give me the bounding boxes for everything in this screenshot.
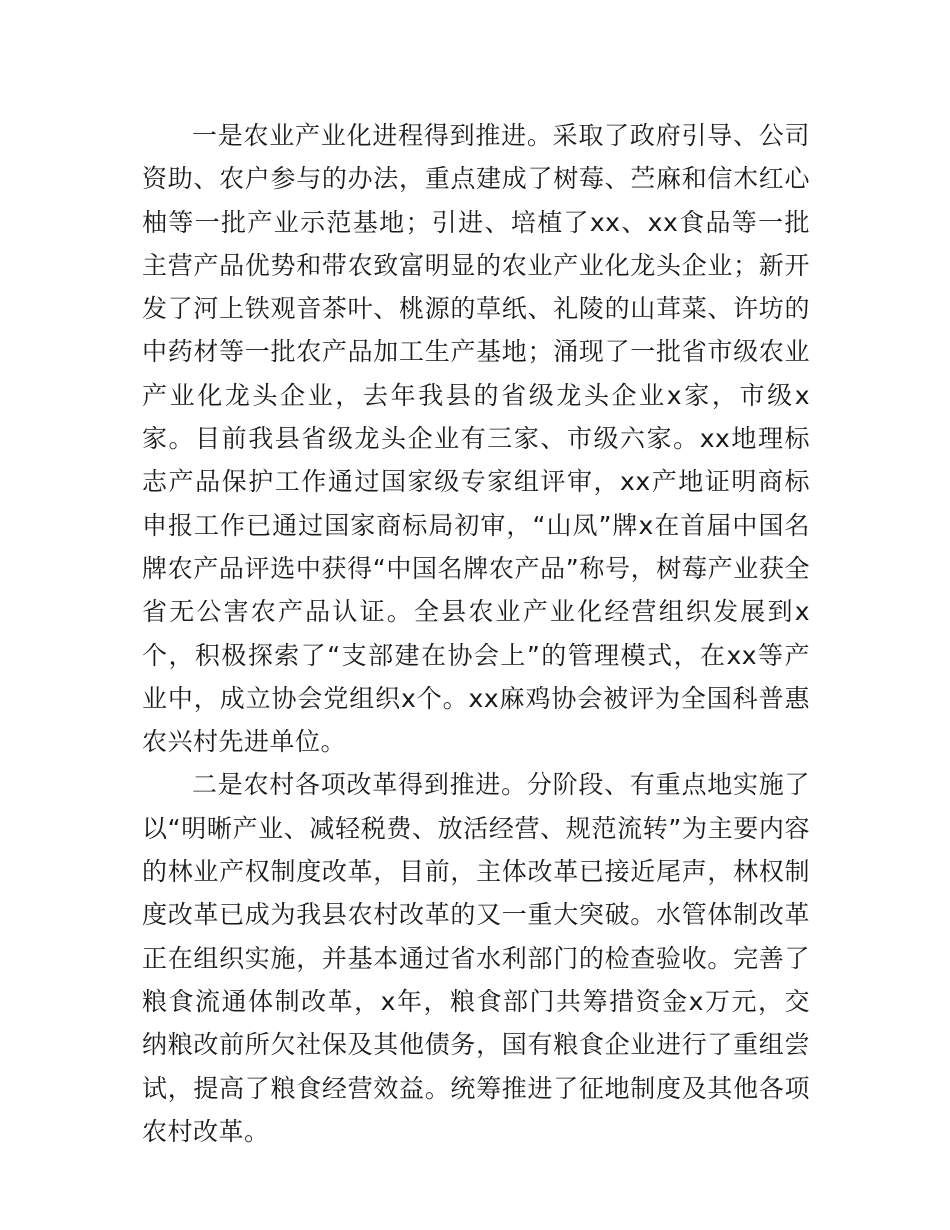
paragraph-agricultural-industrialization: 一是农业产业化进程得到推进。采取了政府引导、公司资助、农户参与的办法，重点建成了树莓、苎麻和信木红心柚等一批产业示范基地；引进、培植了xx、xx食品等一批主营产品优势和带农致富明显的农业产业化龙头企业；新开发了河上铁观音茶叶、桃源的草纸、礼陵的山茸菜、许坊的中药材等一批农产品加工生产基地；涌现了一批省市级农业产业化龙头企业，去年我县的省级龙头企业x家，市级x家。目前我县省级龙头企业有三家、市级六家。xx地理标志产品保护工作通过国家级专家组评审，xx产地证明商标申报工作已通过国家商标局初审，“山凤”牌x在首届中国名牌农产品评选中获得“中国名牌农产品”称号，树莓产业获全省无公害农产品认证。全县农业产业化经营组织发展到x个，积极探索了“支部建在协会上”的管理模式，在xx等产业中，成立协会党组织x个。xx麻鸡协会被评为全国科普惠农兴村先进单位。 <box>142 121 810 757</box>
document-body <box>142 114 810 1153</box>
paragraph-rural-reform: 二是农村各项改革得到推进。分阶段、有重点地实施了以“明晰产业、减轻税费、放活经营、规范流转”为主要内容的林业产权制度改革，目前，主体改革已接近尾声，林权制度改革已成为我县农村改革的又一重大突破。水管体制改革正在组织实施，并基本通过省水利部门的检查验收。完善了粮食流通体制改革，x年，粮食部门共筹措资金x万元，交纳粮改前所欠社保及其他债务，国有粮食企业进行了重组尝试，提高了粮食经营效益。统筹推进了征地制度及其他各项农村改革。 <box>142 770 810 1146</box>
